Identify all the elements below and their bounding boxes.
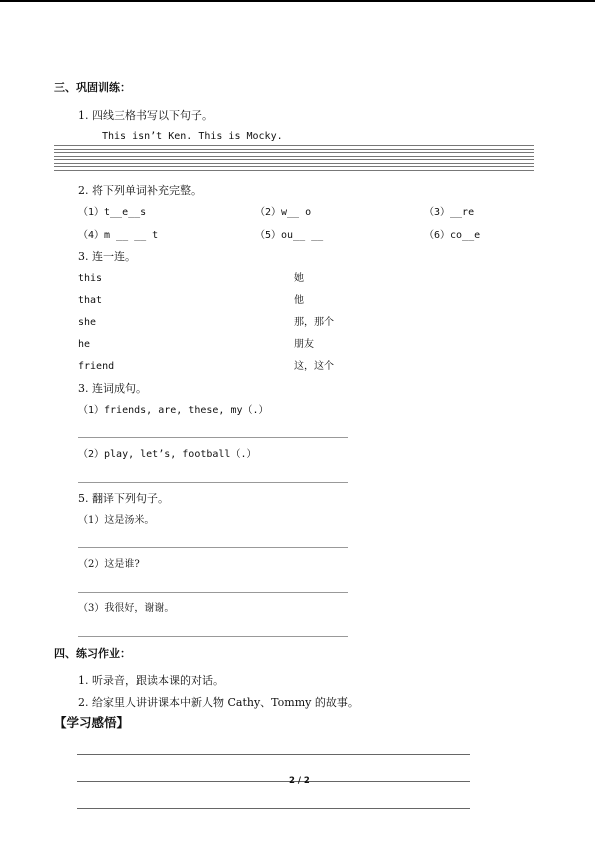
q2-item-6: （6）co__e	[424, 230, 481, 241]
reflection-line	[77, 754, 470, 755]
q5-item-2: （2）这是谁?	[78, 559, 140, 570]
q2-item-5: （5）ou__ __	[255, 230, 324, 241]
q4-item-2: （2）play, let’s, football（.）	[78, 449, 257, 460]
q3-left-1: this	[78, 273, 103, 284]
q4-label: 3. 连词成句。	[78, 382, 147, 395]
grid-line	[54, 159, 534, 164]
section3-title: 三、巩固训练：	[54, 81, 131, 94]
q4-item-1: （1）friends, are, these, my（.）	[78, 405, 269, 416]
grid-line	[54, 166, 534, 171]
answer-line	[78, 547, 348, 548]
page-number: 2 / 2	[289, 776, 310, 786]
q3-left-5: friend	[78, 361, 115, 372]
q5-label: 5. 翻译下列句子。	[78, 492, 169, 505]
answer-line	[78, 592, 348, 593]
q2-item-3: （3）__re	[424, 207, 475, 218]
q3-right-2: 他	[294, 295, 304, 306]
q3-right-5: 这，这个	[294, 361, 334, 372]
q2-item-1: （1）t__e__s	[78, 207, 147, 218]
reflection-title: 【学习感悟】	[54, 715, 130, 730]
grid-line	[54, 152, 534, 157]
q5-item-3: （3）我很好，谢谢。	[78, 603, 175, 614]
grid-line	[54, 145, 534, 150]
section4-item-2: 2. 给家里人讲讲课本中新人物 Cathy、Tommy 的故事。	[78, 696, 359, 709]
q3-left-4: he	[78, 339, 91, 350]
answer-line	[78, 482, 348, 483]
q1-label: 1. 四线三格书写以下句子。	[78, 109, 213, 122]
q3-right-3: 那，那个	[294, 317, 334, 328]
q3-right-4: 朋友	[294, 339, 314, 350]
answer-line	[78, 437, 348, 438]
section4-title: 四、练习作业：	[54, 647, 131, 660]
section4-item-1: 1. 听录音，跟读本课的对话。	[78, 674, 224, 687]
q2-item-4: （4）m __ __ t	[78, 230, 159, 241]
q3-left-3: she	[78, 317, 97, 328]
q3-label: 3. 连一连。	[78, 250, 136, 263]
reflection-line	[77, 808, 470, 809]
page-top-border	[0, 0, 595, 2]
q3-left-2: that	[78, 295, 103, 306]
q2-label: 2. 将下列单词补充完整。	[78, 184, 202, 197]
q2-item-2: （2）w__ o	[255, 207, 312, 218]
answer-line	[78, 636, 348, 637]
q3-right-1: 她	[294, 273, 304, 284]
q1-sentence: This isn’t Ken. This is Mocky.	[102, 131, 283, 142]
q5-item-1: （1）这是汤米。	[78, 515, 155, 526]
reflection-line	[77, 781, 470, 782]
